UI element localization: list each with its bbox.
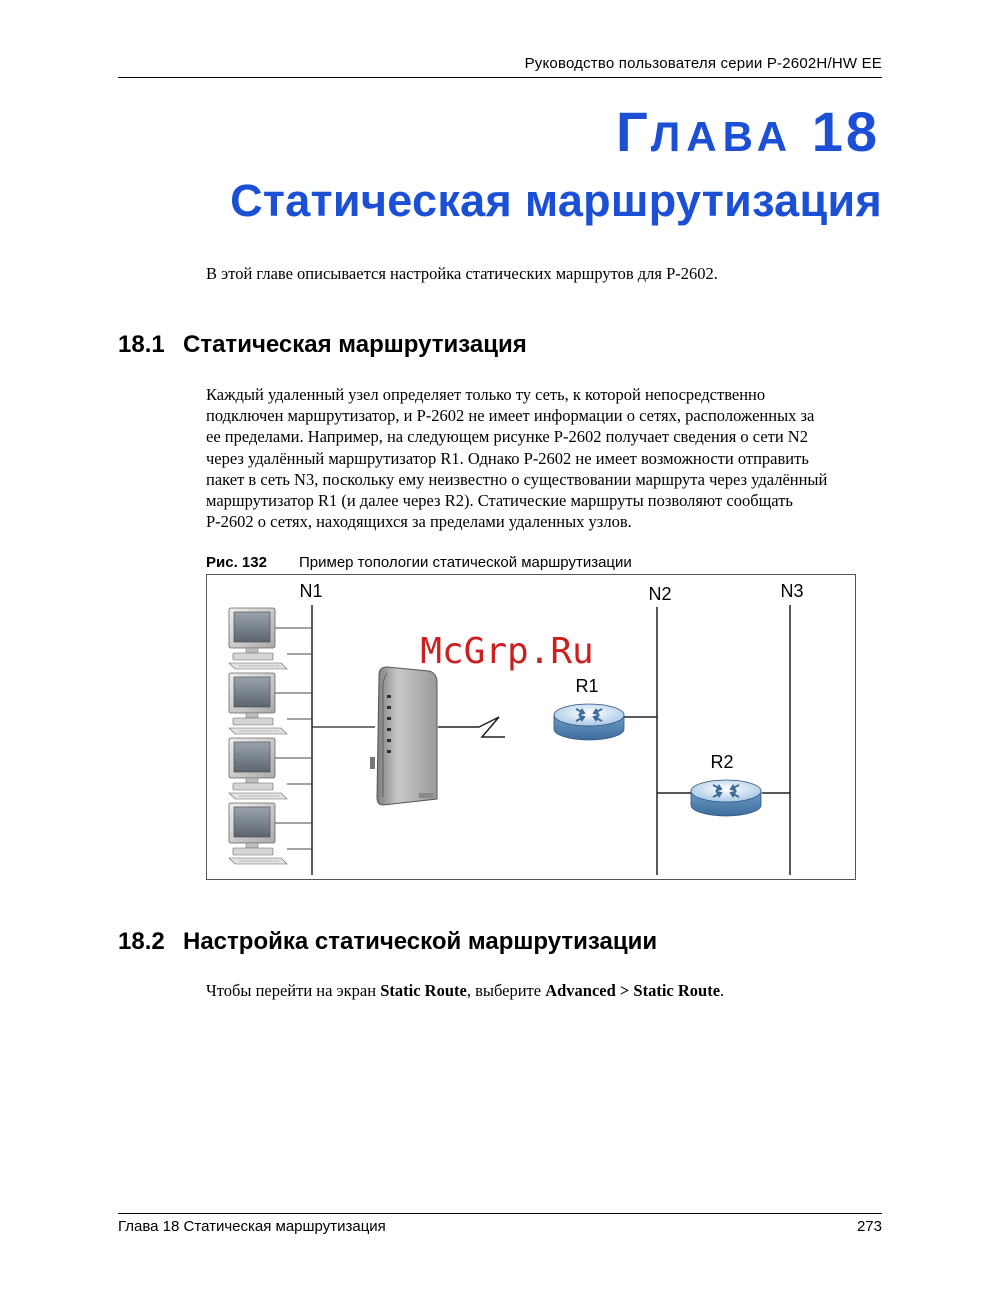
- body-line: маршрутизатор R1 (и далее через R2). Статические маршруты позволяют сообщать: [206, 491, 793, 511]
- computer-icon: [229, 803, 312, 864]
- computer-icon: [229, 738, 312, 799]
- section-title: Статическая маршрутизация: [183, 331, 527, 358]
- section-heading-18-1: [118, 333, 527, 357]
- figure-caption: [206, 554, 632, 571]
- chapter-number: [616, 100, 880, 163]
- watermark-text: McGrp.Ru: [420, 631, 594, 672]
- chapter-number-initial: Г: [616, 100, 651, 163]
- network-label-n1: N1: [299, 581, 323, 601]
- section-18-1-body: [206, 384, 886, 532]
- footer-chapter-title: Глава 18 Статическая маршрутизация: [118, 1218, 386, 1235]
- body-line: подключен маршрутизатор, и P-2602 не имеет информации о сетях, расположенных за: [206, 406, 815, 426]
- wan-link-line: [438, 717, 499, 737]
- body-line: P-2602 о сетях, находящихся за пределами удаленных узлов.: [206, 512, 632, 532]
- figure-caption-text: Пример топологии статической маршрутизации: [299, 554, 632, 571]
- page-number: 273: [856, 1218, 882, 1235]
- router-label-r1: R1: [575, 676, 599, 696]
- chapter-title: Статическая маршрутизация: [230, 175, 882, 226]
- modem-device-icon: [370, 667, 437, 805]
- section-number: 18.2: [118, 928, 165, 955]
- section-title: Настройка статической маршрутизации: [183, 928, 658, 955]
- running-header: Руководство пользователя серии P-2602H/HW EE: [524, 55, 882, 72]
- menu-path: Advanced > Static Route: [545, 981, 721, 1000]
- router-icon: [554, 704, 624, 740]
- topology-figure: [206, 574, 856, 880]
- body-text: , выберите: [466, 981, 546, 1000]
- body-line: через удалённый маршрутизатор R1. Однако P-2602 не имеет возможности отправить: [206, 448, 809, 468]
- body-text: .: [720, 981, 725, 1000]
- body-text: Чтобы перейти на экран: [206, 981, 381, 1000]
- body-line: пакет в сеть N3, поскольку ему неизвестно о существовании маршрута через удалённый: [206, 469, 828, 489]
- computer-icon: [229, 608, 312, 669]
- figure-label: Рис. 132: [206, 554, 267, 571]
- router-label-r2: R2: [710, 752, 734, 772]
- section-number: 18.1: [118, 331, 165, 358]
- footer-rule: [118, 1213, 882, 1214]
- section-18-2-body: [206, 981, 724, 1001]
- header-rule: [118, 77, 882, 78]
- chapter-number-value: 18: [811, 100, 880, 163]
- section-heading-18-2: [118, 930, 657, 954]
- screen-name-static-route: Static Route: [380, 981, 467, 1000]
- network-label-n3: N3: [780, 581, 804, 601]
- body-line: Каждый удаленный узел определяет только ту сеть, к которой непосредственно: [206, 385, 766, 404]
- router-icon: [691, 780, 761, 816]
- computer-icon: [229, 673, 312, 734]
- chapter-number-word: ЛАВА: [650, 113, 794, 160]
- network-label-n2: N2: [648, 584, 672, 604]
- chapter-intro: В этой главе описывается настройка статических маршрутов для P-2602.: [206, 264, 718, 283]
- topology-diagram: [207, 575, 856, 880]
- body-line: ее пределами. Например, на следующем рисунке P-2602 получает сведения о сети N2: [206, 427, 808, 447]
